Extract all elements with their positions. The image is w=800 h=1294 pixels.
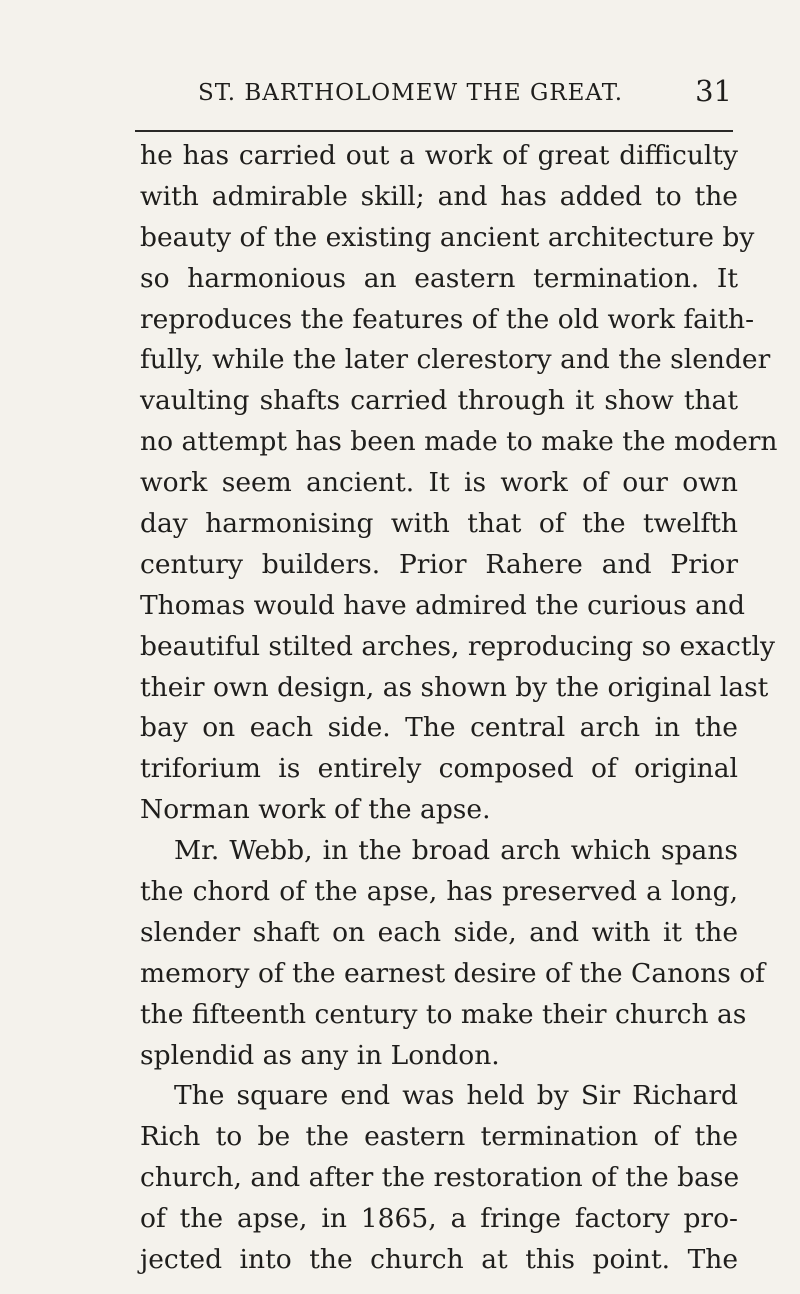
paragraph-end-line: Norman work of the apse. bbox=[140, 794, 491, 826]
paragraph-start-line: Mr. Webb, in the broad arch which spans bbox=[174, 835, 738, 867]
body-text bbox=[140, 136, 778, 1281]
text-line: bay on each side. The central arch in the bbox=[140, 712, 738, 744]
text-line: he has carried out a work of great difficulty bbox=[140, 140, 738, 171]
text-line: Rich to be the eastern termination of the bbox=[140, 1121, 738, 1153]
paragraph-end-line: splendid as any in London. bbox=[140, 1039, 500, 1071]
text-line: beautiful stilted arches, reproducing so exactly bbox=[140, 630, 775, 662]
text-line: beauty of the existing ancient architecture by bbox=[140, 221, 755, 253]
paragraph-start-line: The square end was held by Sir Richard bbox=[174, 1080, 738, 1112]
text-line: reproduces the features of the old work faith- bbox=[140, 303, 755, 335]
text-line: century builders. Prior Rahere and Prior bbox=[140, 548, 738, 580]
text-line: slender shaft on each side, and with it the bbox=[140, 916, 738, 948]
text-line: with admirable skill; and has added to the bbox=[140, 180, 738, 212]
text-line: work seem ancient. It is work of our own bbox=[140, 467, 738, 499]
text-line: day harmonising with that of the twelfth bbox=[140, 508, 738, 540]
text-line: the chord of the apse, has preserved a long, bbox=[140, 876, 738, 908]
text-line: their own design, as shown by the original last bbox=[140, 671, 769, 703]
text-line: Thomas would have admired the curious and bbox=[140, 589, 746, 621]
text-line: memory of the earnest desire of the Canons of bbox=[140, 957, 765, 989]
header-rule bbox=[135, 130, 733, 132]
page-number: 31 bbox=[695, 74, 732, 108]
text-line: jected into the church at this point. The bbox=[140, 1244, 738, 1276]
text-line: of the apse, in 1865, a fringe factory pro- bbox=[140, 1203, 738, 1235]
text-line: no attempt has been made to make the modern bbox=[140, 426, 778, 458]
text-line: fully, while the later clerestory and the slender bbox=[140, 344, 771, 376]
running-head bbox=[198, 74, 732, 116]
running-title: ST. BARTHOLOMEW THE GREAT. bbox=[198, 80, 624, 106]
text-line: the fifteenth century to make their church as bbox=[140, 998, 747, 1030]
text-line: triforium is entirely composed of original bbox=[140, 753, 738, 785]
text-line: church, and after the restoration of the base bbox=[140, 1162, 740, 1194]
text-line: so harmonious an eastern termination. It bbox=[140, 262, 738, 294]
text-line: vaulting shafts carried through it show that bbox=[140, 385, 738, 417]
